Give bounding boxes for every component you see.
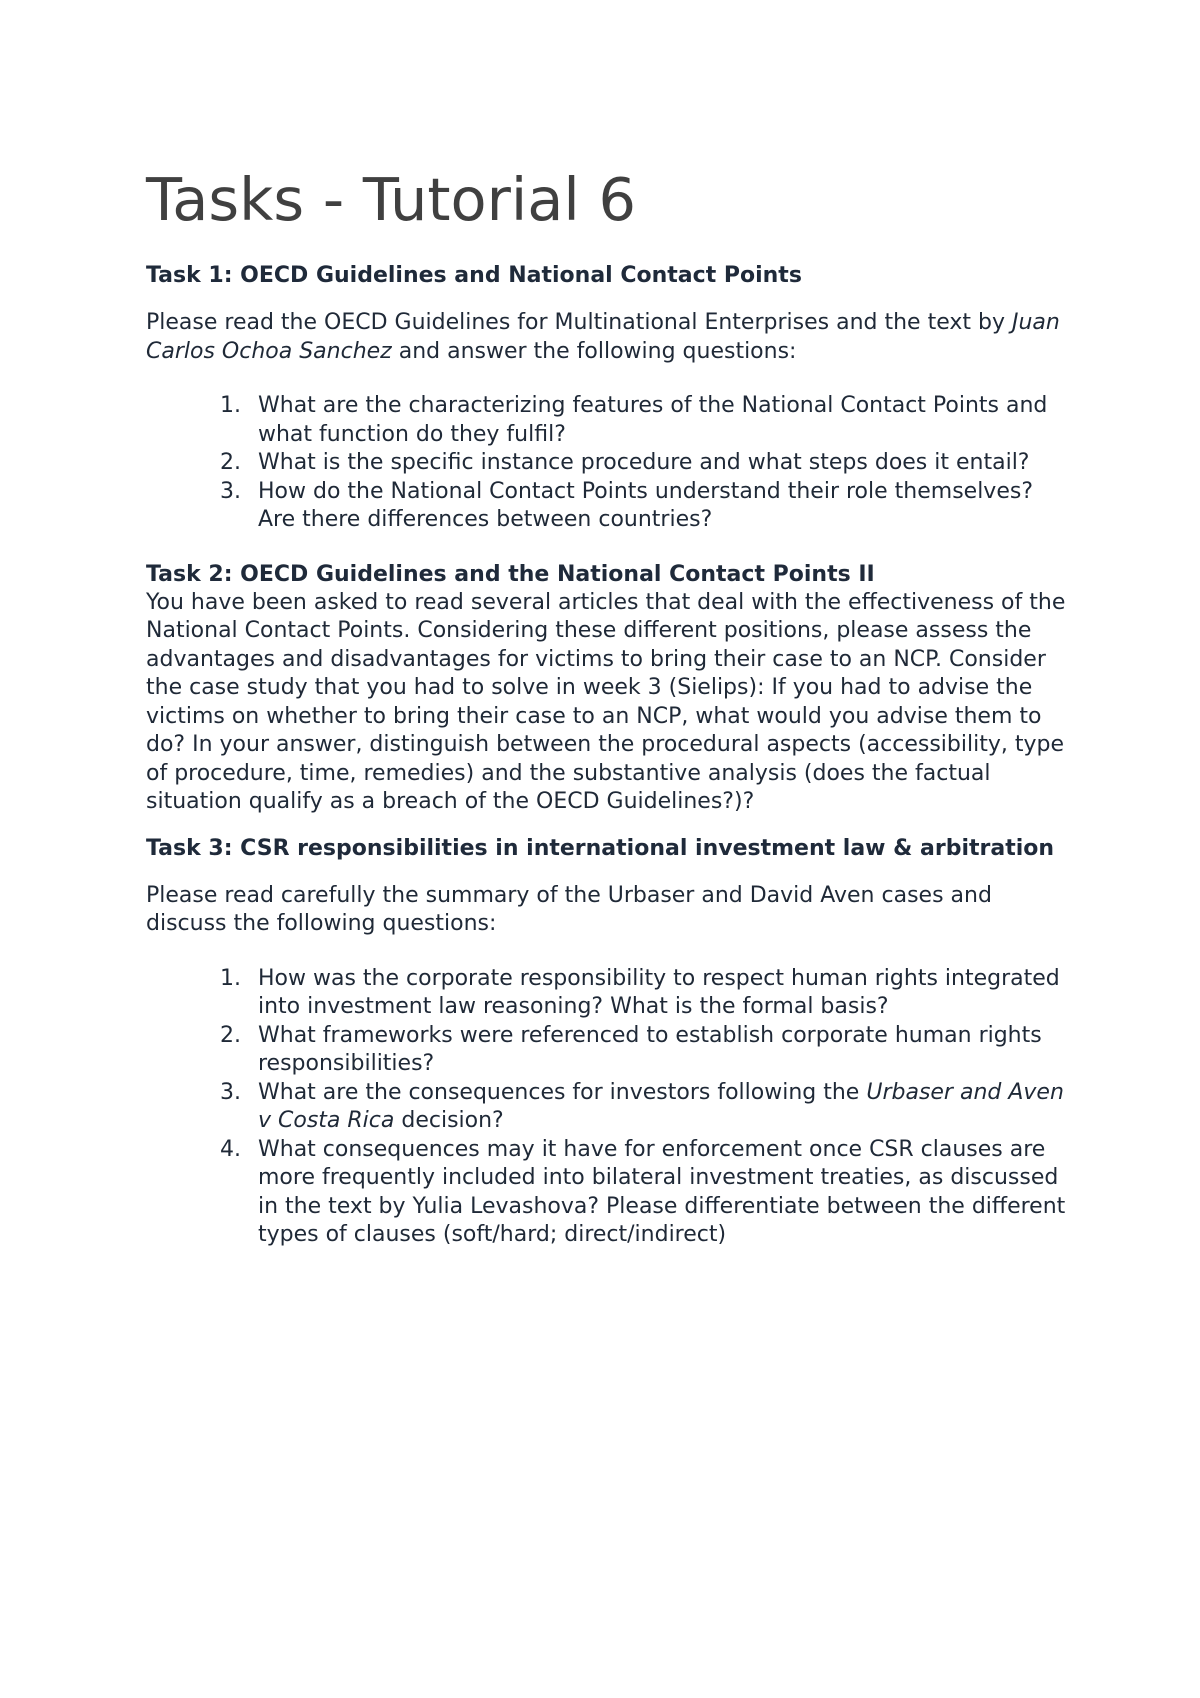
- task3-question-4: [146, 1136, 1076, 1250]
- question-text: How do the National Contact Points understand their role themselves? Are there differences between countries?: [258, 478, 1033, 532]
- question-text-case-name: Urbaser and Aven v Costa Rica: [258, 1079, 1064, 1133]
- task3-question-3: [146, 1079, 1076, 1136]
- list-number: 4.: [220, 1136, 241, 1162]
- list-number: 3.: [220, 1079, 241, 1105]
- task3-question-1: [146, 965, 1076, 1022]
- task1-question-2: [146, 449, 1076, 478]
- task1-intro-part2: and answer the following questions:: [391, 338, 797, 364]
- task3-heading: Task 3: CSR responsibilities in international investment law & arbitration: [146, 835, 1055, 861]
- task2-heading: Task 2: OECD Guidelines and the National Contact Points II: [146, 561, 875, 587]
- list-number: 2.: [220, 450, 241, 475]
- task3-question-2: [146, 1022, 1076, 1079]
- task1-question-3: [146, 478, 1076, 535]
- question-text: What frameworks were referenced to establish corporate human rights responsibilities?: [258, 1022, 1042, 1076]
- task1-heading: Task 1: OECD Guidelines and National Contact Points: [146, 263, 802, 288]
- question-text: What are the characterizing features of the National Contact Points and what function do they fulfil?: [258, 393, 1048, 447]
- task1-question-1: [146, 392, 1076, 449]
- list-number: 1.: [220, 393, 241, 418]
- task2-body: You have been asked to read several articles that deal with the effectiveness of the National Contact Points. Considering these different positions, please assess the advantages and disadvantages for victims to bring their case to an NCP. Consider the case study that you had to solve in week 3 (Sielips): If you had to advise the victims on whether to bring their case to an NCP, what would you advise them to do? In your answer, distinguish between the procedural aspects (accessibility, type of procedure, time, remedies) and the substantive analysis (does the factual situation qualify as a breach of the OECD Guidelines?)?: [146, 589, 1066, 814]
- question-text-part2: decision?: [394, 1108, 504, 1133]
- task1-intro-part1: Please read the OECD Guidelines for Multinational Enterprises and the text by: [146, 310, 1012, 335]
- task1-intro: [146, 309, 1076, 366]
- question-text-part1: What are the consequences for investors following the: [258, 1079, 867, 1105]
- task1-question-list: [146, 392, 1076, 535]
- task3-question-list: [146, 965, 1076, 1250]
- list-number: 1.: [220, 965, 241, 991]
- question-text: What is the specific instance procedure and what steps does it entail?: [258, 450, 1030, 475]
- question-text: What consequences may it have for enforcement once CSR clauses are more frequently included into bilateral investment treaties, as discussed in the text by Yulia Levashova? Please differentiate between the different types of clauses (soft/hard; direct/indirect): [258, 1136, 1066, 1247]
- document-page: [146, 164, 1076, 1250]
- question-text: How was the corporate responsibility to respect human rights integrated into investment law reasoning? What is the formal basis?: [258, 965, 1060, 1019]
- list-number: 2.: [220, 1022, 241, 1048]
- list-number: 3.: [220, 478, 241, 504]
- task1-intro-author: Juan Carlos Ochoa Sanchez: [146, 310, 1060, 364]
- page-title: Tasks - Tutorial 6: [146, 165, 637, 234]
- task3-intro: Please read carefully the summary of the Urbaser and David Aven cases and discuss the following questions:: [146, 882, 992, 936]
